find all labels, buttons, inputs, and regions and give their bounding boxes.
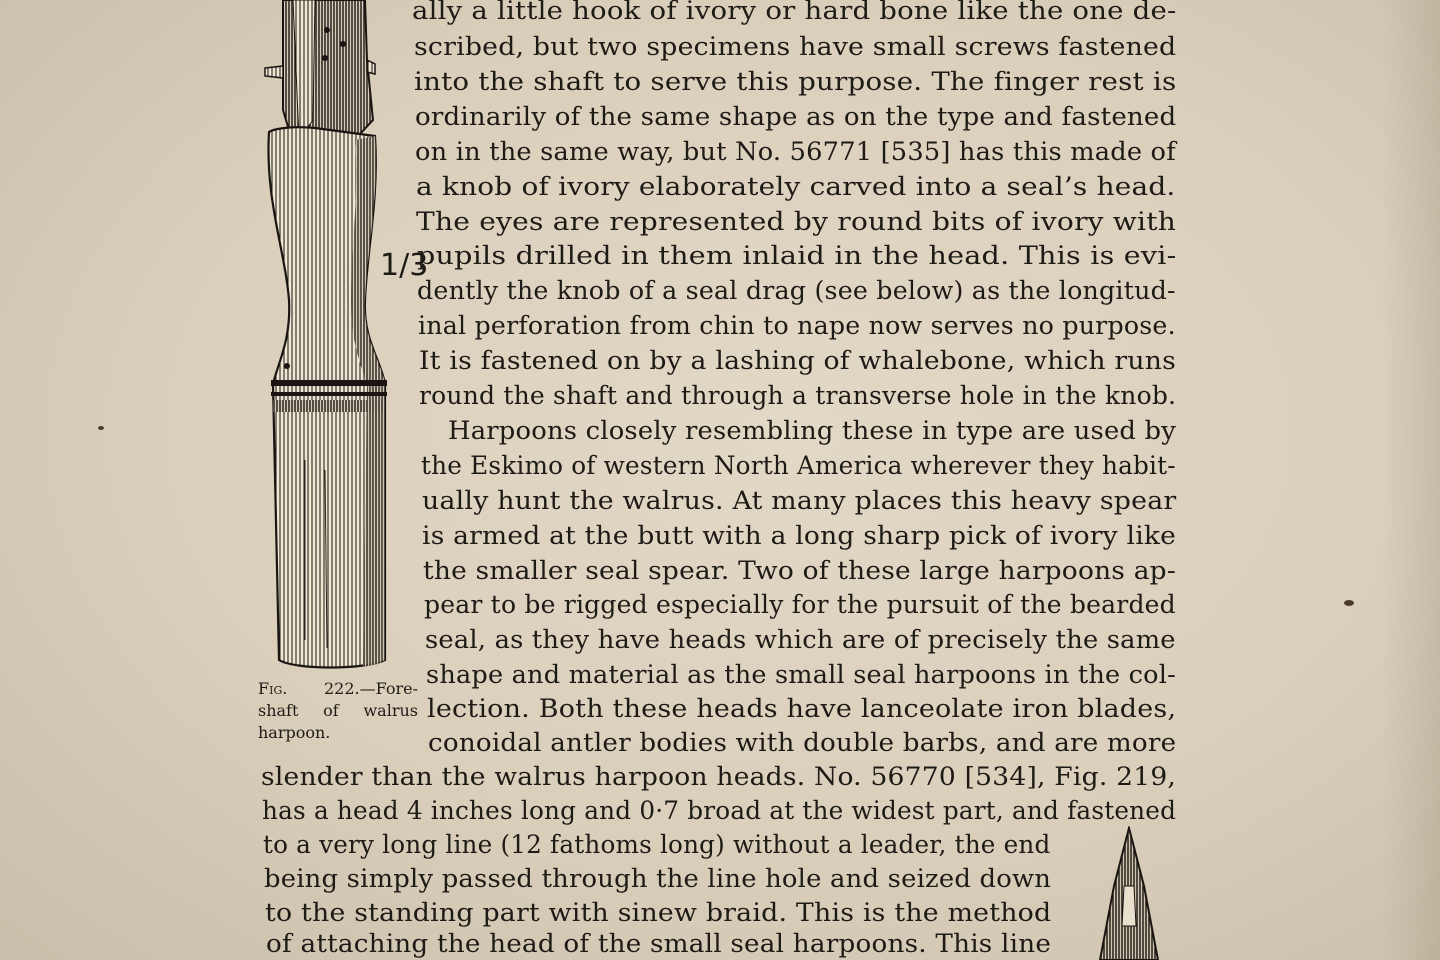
- text-line: a knob of ivory elaborately carved into a seal’s head.: [416, 172, 1176, 201]
- text-line: shape and material as the small seal harpoons in the col-: [426, 660, 1176, 689]
- text-line: on in the same way, but No. 56771 [535] has this made of: [415, 137, 1176, 166]
- text-line: Harpoons closely resembling these in type are used by: [448, 416, 1177, 445]
- text-line: It is fastened on by a lashing of whalebone, which runs: [419, 346, 1177, 375]
- figure-caption: [258, 678, 418, 744]
- text-line: conoidal antler bodies with double barbs, and are more: [428, 728, 1177, 757]
- paper-speck: [98, 426, 104, 430]
- scale-fraction: 1/3: [380, 248, 429, 283]
- text-line: the Eskimo of western North America wherever they habit-: [421, 451, 1176, 480]
- text-line: slender than the walrus harpoon heads. No. 56770 [534], Fig. 219,: [261, 762, 1177, 791]
- foreshaft-illustration: [255, 0, 395, 672]
- page-edge-shadow: [1380, 0, 1440, 960]
- text-line: inal perforation from chin to nape now serves no purpose.: [418, 311, 1176, 340]
- text-line: to the standing part with sinew braid. This is the method: [265, 898, 1052, 927]
- text-line: ordinarily of the same shape as on the type and fastened: [415, 102, 1177, 131]
- harpoon-head-illustration: [1094, 826, 1164, 960]
- text-line: has a head 4 inches long and 0·7 broad at the widest part, and fastened: [262, 796, 1177, 825]
- paper-speck: [1344, 600, 1354, 606]
- text-line: to a very long line (12 fathoms long) without a leader, the end: [263, 830, 1051, 859]
- figure-number: Fig. 222.: [258, 679, 360, 698]
- text-line: being simply passed through the line hole and seized down: [264, 864, 1052, 893]
- text-line: seal, as they have heads which are of precisely the same: [425, 625, 1176, 654]
- figure-caption-text: —Fore-shaft of walrus harpoon.: [258, 679, 418, 742]
- text-line: ally a little hook of ivory or hard bone like the one de-: [412, 0, 1177, 25]
- text-line: round the shaft and through a transverse hole in the knob.: [419, 381, 1177, 410]
- text-line: ually hunt the walrus. At many places this heavy spear: [422, 486, 1177, 515]
- text-line: pupils drilled in them inlaid in the head. This is evi-: [417, 241, 1177, 270]
- text-line: lection. Both these heads have lanceolate iron blades,: [427, 694, 1177, 723]
- text-line: The eyes are represented by round bits of ivory with: [416, 207, 1177, 236]
- text-line: of attaching the head of the small seal harpoons. This line: [266, 929, 1052, 958]
- text-line: into the shaft to serve this purpose. The finger rest is: [414, 67, 1177, 96]
- text-line: is armed at the butt with a long sharp pick of ivory like: [422, 521, 1177, 550]
- text-line: the smaller seal spear. Two of these large harpoons ap-: [423, 556, 1176, 585]
- text-line: pear to be rigged especially for the pursuit of the bearded: [424, 590, 1176, 619]
- text-line: dently the knob of a seal drag (see below) as the longitud-: [417, 276, 1176, 305]
- text-line: scribed, but two specimens have small screws fastened: [414, 32, 1177, 61]
